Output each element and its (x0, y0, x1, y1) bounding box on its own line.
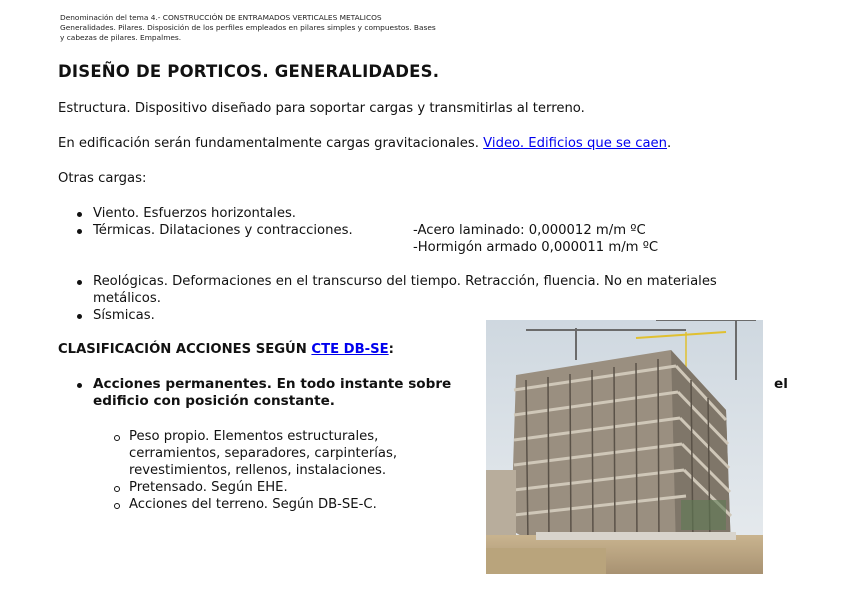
video-link[interactable]: Video. Edificios que se caen (483, 136, 668, 151)
list-item: Viento. Esfuerzos horizontales. (58, 205, 353, 222)
estructura-paragraph: Estructura. Dispositivo diseñado para soportar cargas y transmitirlas al terreno. (58, 101, 585, 116)
cargas-list-2 (58, 273, 778, 324)
permanentes-end-word: el (774, 376, 788, 392)
topic-header-line: y cabezas de pilares. Empalmes. (60, 33, 182, 42)
thermal-value: -Acero laminado: 0,000012 m/m ºC (413, 223, 646, 238)
clasificacion-heading (58, 342, 394, 357)
permanentes-sublist (113, 428, 433, 513)
list-item: Reológicas. Deformaciones en el transcurso del tiempo. Retracción, fluencia. No en materiales metálicos. (58, 273, 778, 307)
edificacion-text: En edificación serán fundamentalmente cargas gravitacionales. (58, 136, 484, 151)
edificacion-after: . (667, 136, 672, 151)
list-item: Peso propio. Elementos estructurales, cerramientos, separadores, carpinterías, revestimientos, rellenos, instalaciones. (113, 428, 433, 479)
cte-db-se-link[interactable]: CTE DB-SE (311, 342, 389, 357)
topic-header-line: Generalidades. Pilares. Disposición de los perfiles empleados en pilares simples y compuestos. Bases (60, 23, 436, 32)
list-item: Sísmicas. (58, 307, 778, 324)
bullet-icon (77, 383, 82, 388)
page-title: DISEÑO DE PORTICOS. GENERALIDADES. (58, 62, 440, 81)
permanentes-item (93, 376, 473, 410)
edificacion-paragraph (58, 136, 671, 151)
permanentes-line: Acciones permanentes. En todo instante sobre (93, 376, 452, 392)
list-item: Pretensado. Según EHE. (113, 479, 433, 496)
list-item: Térmicas. Dilataciones y contracciones. (58, 222, 353, 239)
list-item: Acciones del terreno. Según DB-SE-C. (113, 496, 433, 513)
clasificacion-suffix: : (388, 342, 394, 357)
otras-cargas-label: Otras cargas: (58, 171, 147, 186)
cargas-list (58, 205, 353, 239)
topic-header-note (60, 13, 490, 43)
thermal-values (413, 222, 658, 256)
permanentes-line: edificio con posición constante. (93, 393, 335, 409)
thermal-value: -Hormigón armado 0,000011 m/m ºC (413, 240, 659, 255)
building-construction-photo (486, 320, 763, 574)
building-construction-image (486, 320, 763, 574)
topic-header-line: Denominación del tema 4.- CONSTRUCCIÓN DE ENTRAMADOS VERTICALES METALICOS (60, 13, 382, 22)
clasificacion-prefix: CLASIFICACIÓN ACCIONES SEGÚN (58, 342, 312, 357)
